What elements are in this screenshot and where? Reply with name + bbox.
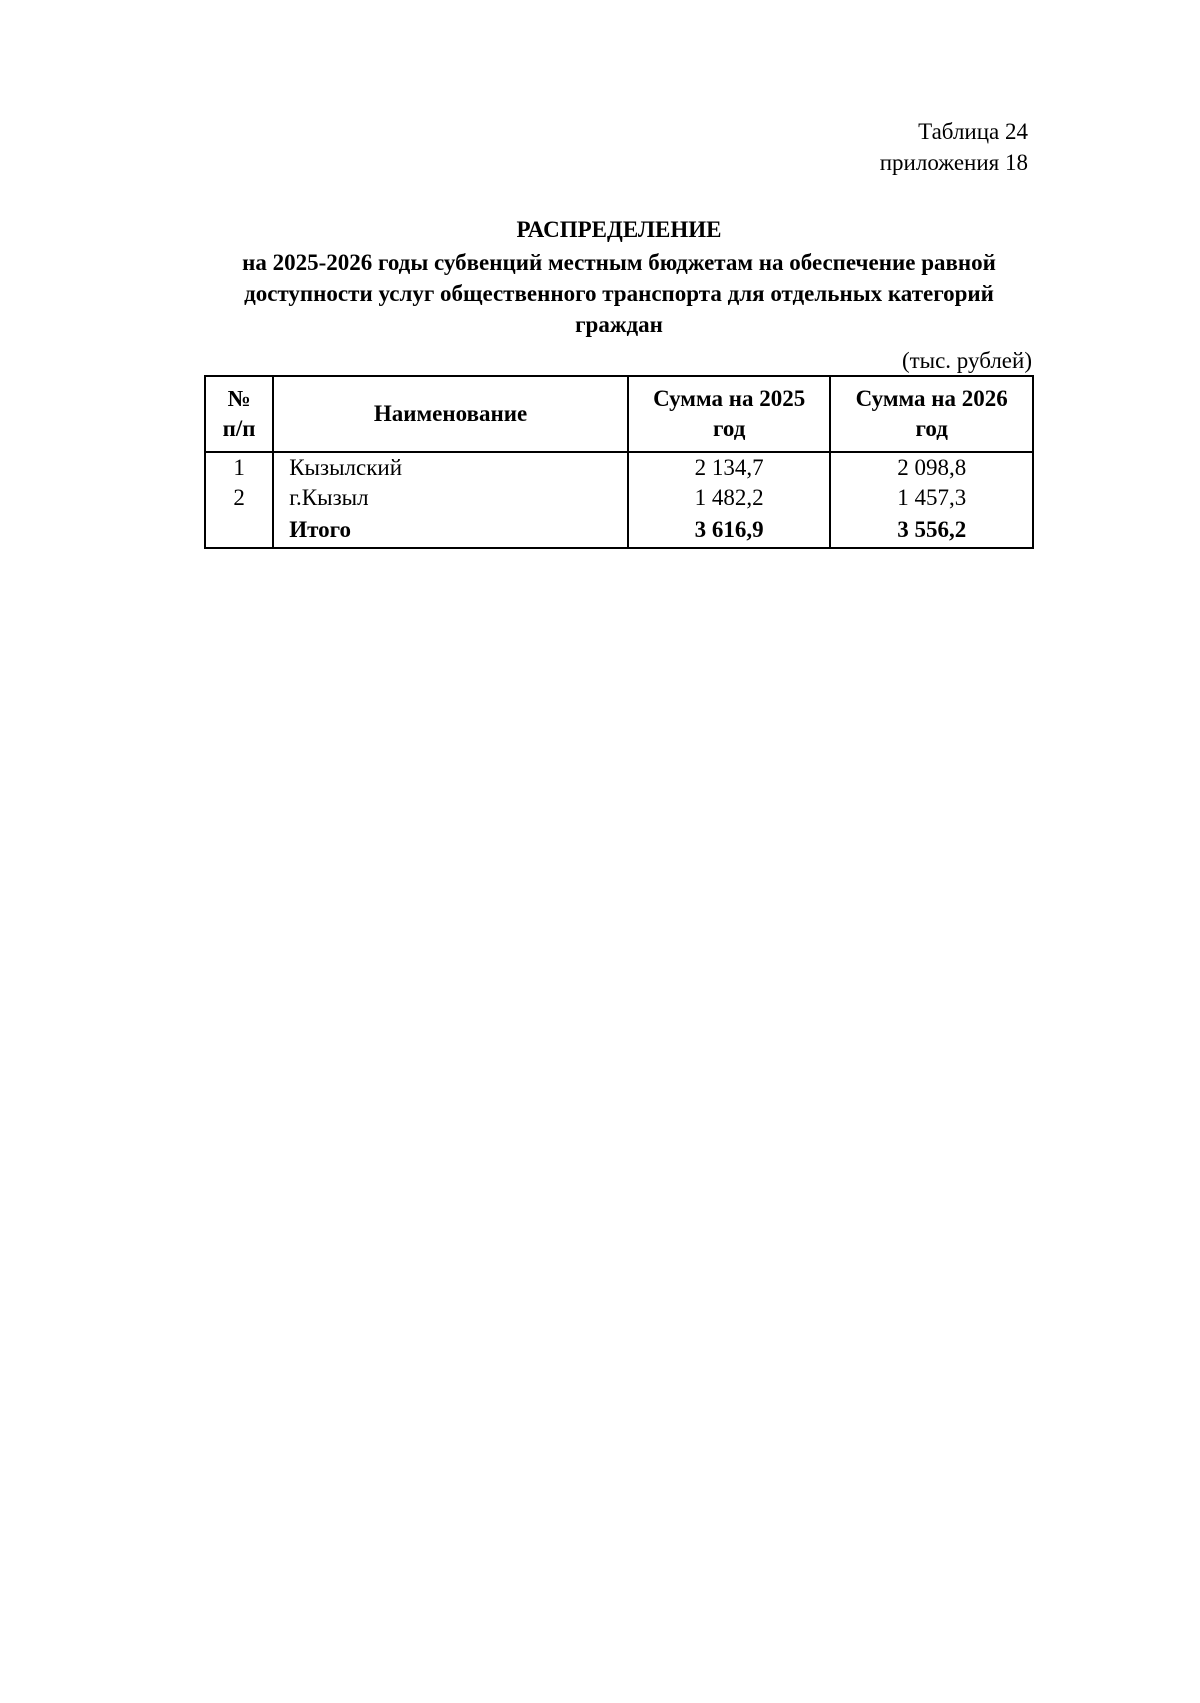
row-name: г.Кызыл bbox=[273, 483, 628, 513]
row-sum-2025: 1 482,2 bbox=[628, 483, 831, 513]
header-sum-2025 bbox=[628, 376, 831, 452]
table-number: Таблица 24 bbox=[918, 119, 1028, 144]
row-name: Кызылский bbox=[273, 452, 628, 483]
title-line-1: на 2025-2026 годы субвенций местным бюджетам на обеспечение равной bbox=[242, 250, 996, 275]
header-sum-2026-line1: Сумма на 2026 bbox=[855, 386, 1008, 411]
table-reference bbox=[880, 116, 1028, 178]
distribution-table bbox=[204, 375, 1034, 549]
row-sum-2026: 1 457,3 bbox=[830, 483, 1033, 513]
document-title bbox=[204, 214, 1034, 340]
header-number-line2: п/п bbox=[222, 416, 256, 441]
header-sum-2026-line2: год bbox=[915, 416, 948, 441]
total-sum-2026: 3 556,2 bbox=[830, 513, 1033, 548]
header-sum-2025-line2: год bbox=[712, 416, 746, 441]
header-sum-2026 bbox=[830, 376, 1033, 452]
total-number bbox=[205, 513, 273, 548]
header-number-line1: № bbox=[227, 386, 251, 411]
table-row bbox=[205, 452, 1033, 483]
title-line-2: доступности услуг общественного транспорта для отдельных категорий bbox=[244, 281, 994, 306]
appendix-number: приложения 18 bbox=[879, 150, 1028, 175]
row-number: 1 bbox=[205, 452, 273, 483]
header-number bbox=[205, 376, 273, 452]
total-name: Итого bbox=[273, 513, 628, 548]
title-heading: РАСПРЕДЕЛЕНИЕ bbox=[516, 217, 722, 242]
row-sum-2025: 2 134,7 bbox=[628, 452, 831, 483]
total-row bbox=[205, 513, 1033, 548]
header-name: Наименование bbox=[273, 376, 628, 452]
row-number: 2 bbox=[205, 483, 273, 513]
row-sum-2026: 2 098,8 bbox=[830, 452, 1033, 483]
total-sum-2025: 3 616,9 bbox=[628, 513, 831, 548]
table-row bbox=[205, 483, 1033, 513]
units-label: (тыс. рублей) bbox=[901, 348, 1032, 373]
table-header-row bbox=[205, 376, 1033, 452]
title-line-3: граждан bbox=[575, 312, 663, 337]
header-sum-2025-line1: Сумма на 2025 bbox=[653, 386, 806, 411]
